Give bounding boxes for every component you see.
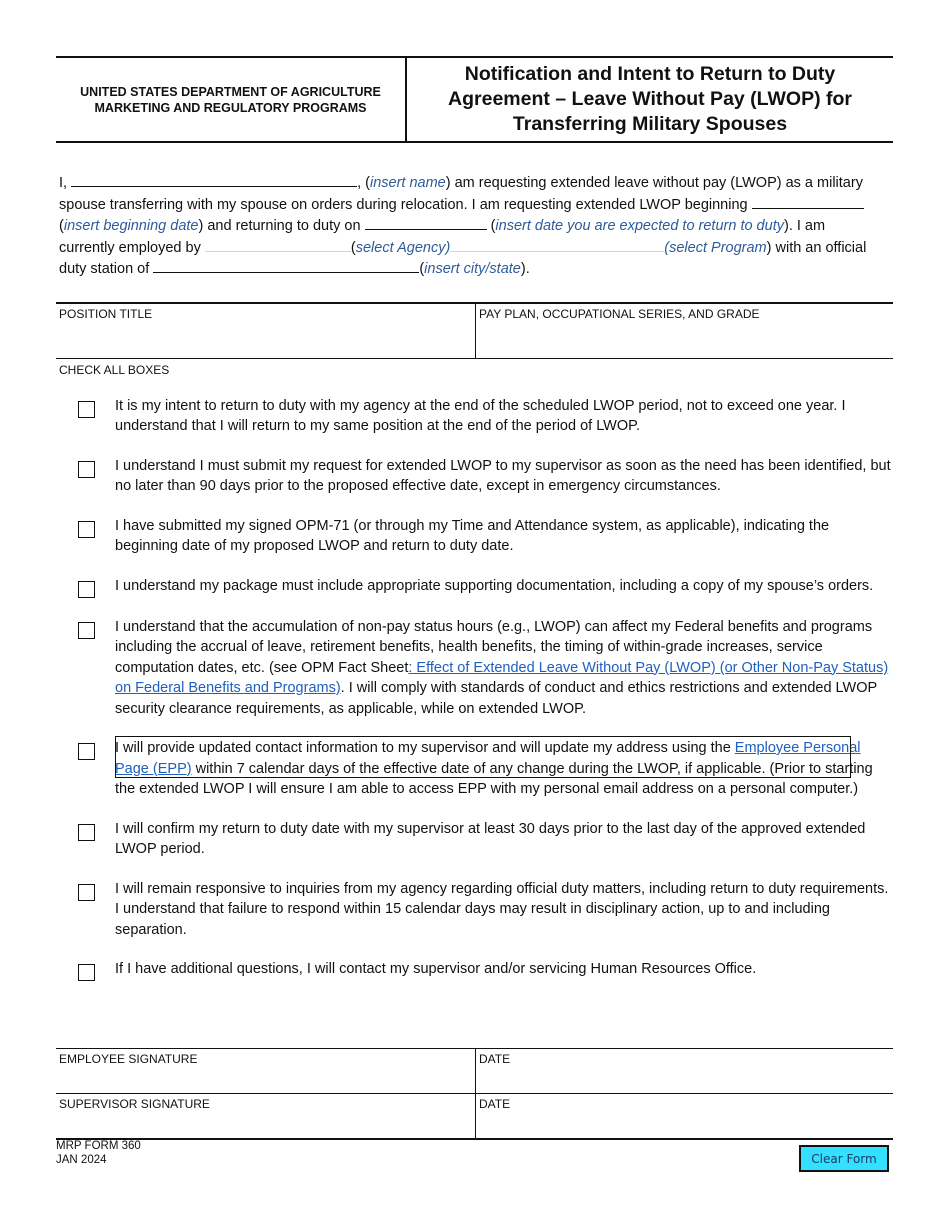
supervisor-signature-label: SUPERVISOR SIGNATURE (59, 1097, 210, 1111)
item-text-part: . I will comply with standards of conduct and ethics restrictions and extended LWOP security clearance requirements, as applicable, while on extended LWOP. (115, 680, 877, 717)
list-item-text: I have submitted my signed OPM-71 (or through my Time and Attendance system, as applicable), indicating the beginning date of my proposed LWOP and return to duty date. (115, 517, 830, 554)
intro-text: ) and returning to duty on (198, 218, 365, 234)
agency-name: UNITED STATES DEPARTMENT OF AGRICULTURE (80, 84, 381, 99)
program-select[interactable] (450, 237, 664, 252)
employee-signature-label: EMPLOYEE SIGNATURE (59, 1052, 198, 1066)
agency-hint: select Agency) (355, 239, 451, 256)
date-label: DATE (479, 1097, 511, 1111)
item-text-part: I understand that the accumulation of non-pay status hours (e.g., LWOP) can affect my Federal benefits and programs including the accrual of leave, retirement benefits, health benefits, the timing of within-grade increases, service computation dates, etc. (see OPM Fact Sheet (115, 618, 873, 676)
list-item-text: I will remain responsive to inquiries from my agency regarding official duty matters, including return to duty requirements. I understand that failure to respond within 15 calendar days may result in disciplinary action, up to and including separation. (115, 880, 889, 938)
signature-section (56, 1048, 893, 1140)
intro-text: ( (486, 218, 496, 234)
date-label: DATE (479, 1052, 511, 1066)
checkbox-2[interactable] (78, 461, 95, 478)
checkbox-7[interactable] (78, 824, 95, 841)
form-header (56, 56, 893, 143)
city-state-hint: insert city/state (424, 261, 521, 277)
agency-program: MARKETING AND REGULATORY PROGRAMS (94, 100, 367, 115)
employee-signature-row (56, 1048, 893, 1093)
return-date-hint: insert date you are expected to return to duty (495, 218, 784, 234)
checkbox-3[interactable] (78, 521, 95, 538)
intro-text: ( (350, 239, 356, 256)
item-text-part: I will provide updated contact information to my supervisor and will update my address using the (115, 740, 735, 756)
employee-date-field[interactable] (476, 1049, 893, 1093)
check-all-label: CHECK ALL BOXES (59, 362, 170, 377)
list-item (56, 396, 893, 437)
list-item (56, 456, 893, 497)
checkbox-4[interactable] (78, 581, 95, 598)
intro-text: ). (520, 261, 530, 277)
name-field[interactable] (71, 172, 357, 187)
epp-link[interactable]: Employee Personal Page (EPP) (115, 740, 861, 777)
checkbox-5[interactable] (78, 622, 95, 639)
list-item-text: It is my intent to return to duty with my agency at the end of the scheduled LWOP period, not to exceed one year. I understand that I will return to my same position at the end of the period of LWOP. (115, 397, 846, 434)
list-item-text: If I have additional questions, I will contact my supervisor and/or servicing Human Resources Office. (115, 961, 757, 977)
intro-text: I, (59, 175, 72, 191)
name-hint: insert name (369, 175, 446, 191)
form-title: Notification and Intent to Return to Duty Agreement – Leave Without Pay (LWOP) for Transferring Military Spouses (448, 63, 852, 135)
intro-text: ( (419, 261, 425, 277)
list-item (56, 738, 893, 800)
list-item-text (115, 738, 891, 800)
intro-text: ) am requesting extended leave without pay (LWOP) as a military spouse transferring with my spouse on orders during relocation. I am requesting extended LWOP beginning (59, 175, 863, 213)
list-item (56, 576, 893, 598)
item-text-part: within 7 calendar days of the effective date of any change during the LWOP, if applicable. (Prior to starting the extended LWOP I will ensure I am able to access EPP with my personal email address on a personal computer.) (115, 760, 873, 797)
list-item-text: I will confirm my return to duty date with my supervisor at least 30 days prior to the last day of the approved extended LWOP period. (115, 820, 866, 857)
begin-date-field[interactable] (752, 194, 864, 209)
agency-select[interactable] (205, 237, 351, 252)
checkbox-8[interactable] (78, 884, 95, 901)
intro-paragraph (56, 172, 893, 280)
supervisor-signature-row (56, 1093, 893, 1140)
employee-signature-field[interactable] (56, 1049, 476, 1093)
checkbox-6[interactable] (78, 743, 95, 760)
return-date-field[interactable] (365, 215, 487, 230)
list-item (56, 516, 893, 557)
list-item-text (115, 617, 891, 720)
checklist (56, 396, 893, 982)
agency-block (56, 58, 407, 141)
opm-fact-sheet-link[interactable]: : Effect of Extended Leave Without Pay (LWOP) (or Other Non-Pay Status) on Federal Benefits and Programs) (115, 659, 889, 696)
intro-text: ) with an official duty station of (59, 239, 867, 277)
list-item (56, 819, 893, 860)
pay-plan-label: PAY PLAN, OCCUPATIONAL SERIES, AND GRADE (479, 306, 760, 321)
supervisor-date-field[interactable] (476, 1094, 893, 1138)
form-date: JAN 2024 (56, 1154, 107, 1166)
program-hint: Program (711, 239, 767, 256)
list-item (56, 879, 893, 941)
begin-date-hint: insert beginning date (63, 218, 199, 234)
list-item-text: I understand I must submit my request for extended LWOP to my supervisor as soon as the need has been identified, but no later than 90 days prior to the proposed effective date, except in emergency circumstances. (115, 457, 891, 494)
list-item (56, 959, 893, 981)
list-item-text: I understand my package must include appropriate supporting documentation, including a copy of my spouse’s orders. (115, 577, 874, 594)
intro-text: , ( (357, 175, 370, 191)
form-number: MRP FORM 360 (56, 1140, 141, 1152)
form-page (56, 56, 893, 1166)
form-footer (56, 1139, 141, 1167)
clear-form-button[interactable]: Clear Form (799, 1145, 889, 1172)
checkbox-9[interactable] (78, 964, 95, 981)
checkbox-1[interactable] (78, 401, 95, 418)
position-row (56, 302, 893, 359)
list-item (56, 617, 893, 720)
position-title-field[interactable] (56, 304, 476, 358)
program-hint: (select (664, 239, 712, 256)
intro-text: ). I am currently employed by (59, 218, 826, 256)
position-title-label: POSITION TITLE (59, 306, 153, 321)
duty-station-field[interactable] (153, 258, 419, 273)
pay-plan-field[interactable] (476, 304, 893, 358)
supervisor-signature-field[interactable] (56, 1094, 476, 1138)
intro-text: ( (59, 218, 64, 234)
